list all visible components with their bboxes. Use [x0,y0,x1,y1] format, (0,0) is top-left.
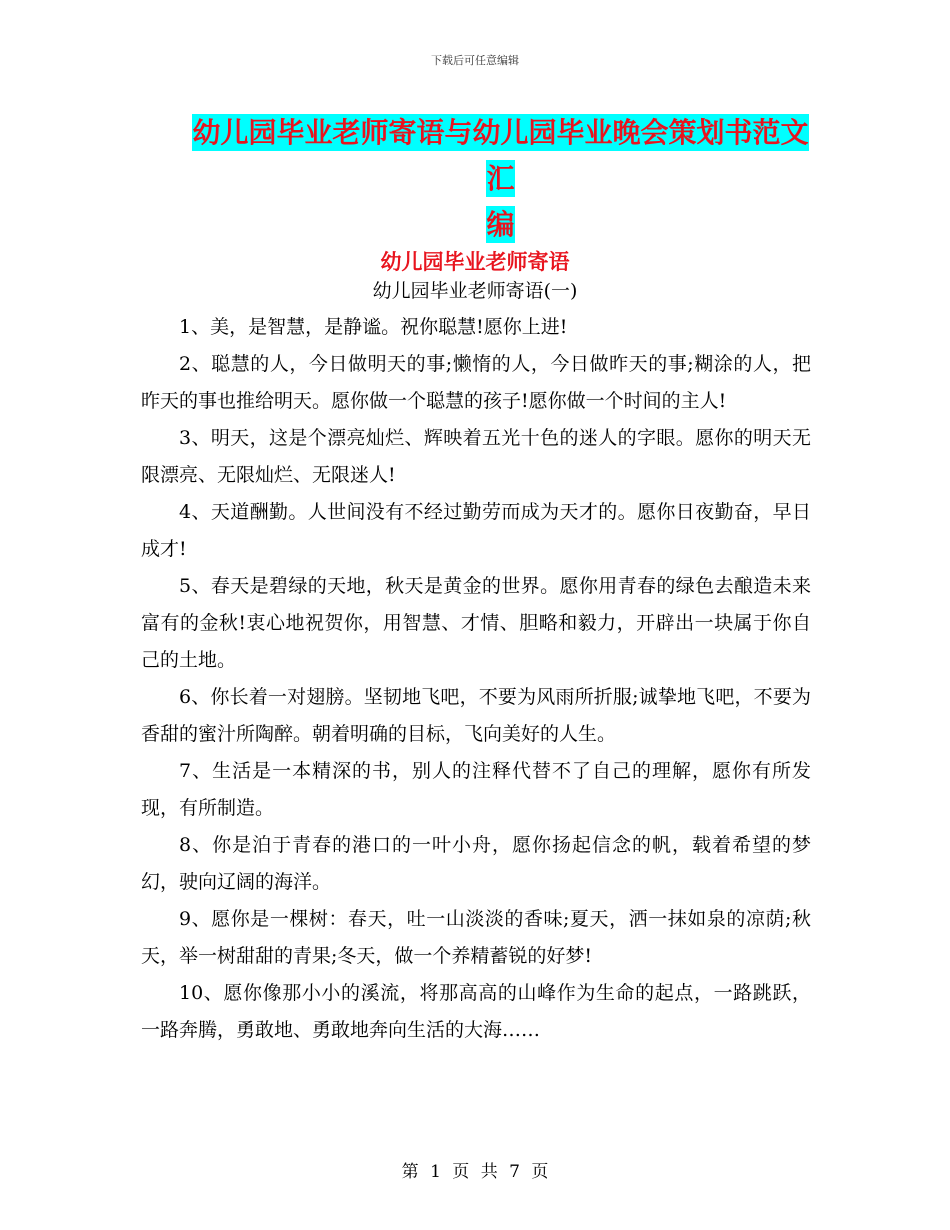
title-line-2: 编 [486,208,515,241]
header-note: 下载后可任意编辑 [431,54,519,67]
page-footer: 第 1 页 共 7 页 [401,1162,549,1182]
section-subtitle: 幼儿园毕业老师寄语(一) [372,280,578,302]
paragraph-7: 7、生活是一本精深的书，别人的注释代替不了自己的理解，愿你有所发现，有所制造。 [141,760,811,819]
paragraph-3: 3、明天，这是个漂亮灿烂、辉映着五光十色的迷人的字眼。愿你的明天无限漂亮、无限灿烂、无限迷人! [141,427,811,486]
title-line-1: 幼儿园毕业老师寄语与幼儿园毕业晚会策划书范文汇 [192,116,809,195]
paragraph-6: 6、你长着一对翅膀。坚韧地飞吧，不要为风雨所折服;诚挚地飞吧，不要为香甜的蜜汁所陶醉。朝着明确的目标，飞向美好的人生。 [141,686,811,745]
paragraph-9: 9、愿你是一棵树：春天，吐一山淡淡的香味;夏天，洒一抹如泉的凉荫;秋天，举一树甜甜的青果;冬天，做一个养精蓄锐的好梦! [141,908,811,967]
paragraph-8: 8、你是泊于青春的港口的一叶小舟，愿你扬起信念的帆，载着希望的梦幻，驶向辽阔的海洋。 [141,834,811,893]
section-title: 幼儿园毕业老师寄语 [380,250,570,274]
paragraph-4: 4、天道酬勤。人世间没有不经过勤劳而成为天才的。愿你日夜勤奋，早日成才! [141,501,811,560]
document-title [188,110,813,248]
paragraph-1: 1、美，是智慧，是静谧。祝你聪慧!愿你上进! [179,316,568,338]
paragraph-10: 10、愿你像那小小的溪流，将那高高的山峰作为生命的起点，一路跳跃，一路奔腾，勇敢地、勇敢地奔向生活的大海…… [141,982,811,1041]
paragraph-5: 5、春天是碧绿的天地，秋天是黄金的世界。愿你用青春的绿色去酿造未来富有的金秋!衷心地祝贺你，用智慧、才情、胆略和毅力，开辟出一块属于你自己的土地。 [141,575,811,671]
paragraph-2: 2、聪慧的人，今日做明天的事;懒惰的人，今日做昨天的事;糊涂的人，把昨天的事也推给明天。愿你做一个聪慧的孩子!愿你做一个时间的主人! [141,353,811,412]
document-body [141,309,811,1049]
